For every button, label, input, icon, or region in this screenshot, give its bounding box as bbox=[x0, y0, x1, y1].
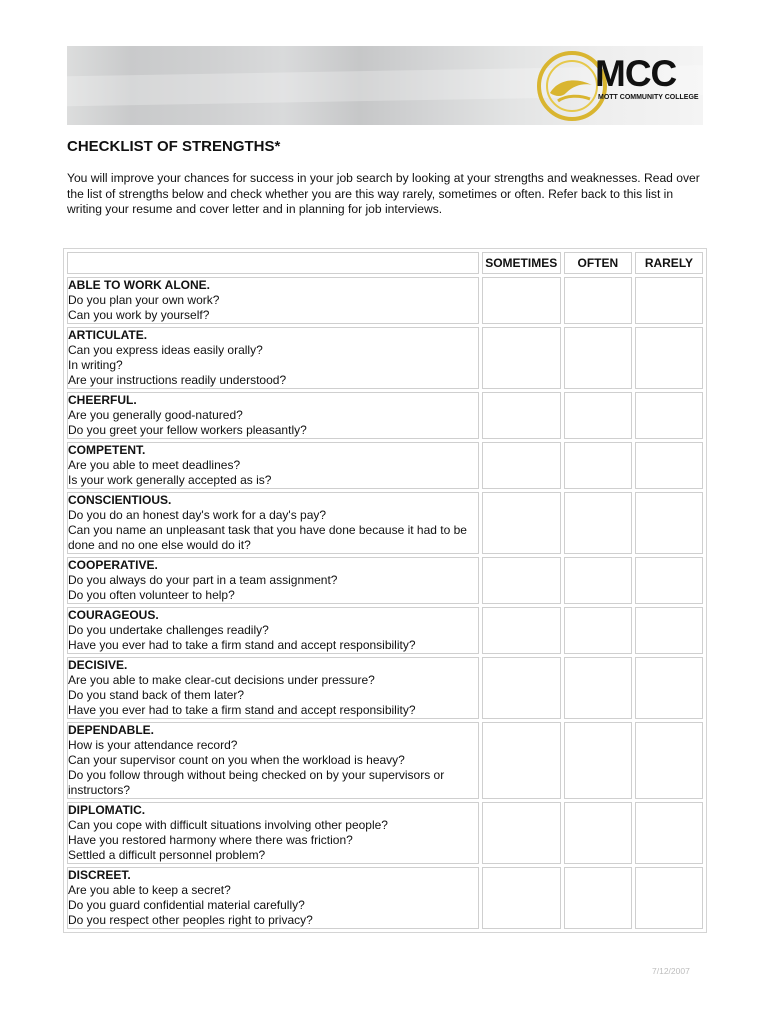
strength-name: COURAGEOUS. bbox=[68, 608, 159, 622]
strength-name: ABLE TO WORK ALONE. bbox=[68, 278, 210, 292]
strength-question: Do you often volunteer to help? bbox=[68, 588, 235, 602]
often-checkbox-cell[interactable] bbox=[564, 442, 632, 489]
strength-question: Can your supervisor count on you when the workload is heavy? bbox=[68, 753, 405, 767]
rarely-checkbox-cell[interactable] bbox=[635, 327, 703, 389]
table-row bbox=[67, 327, 703, 389]
rarely-checkbox-cell[interactable] bbox=[635, 557, 703, 604]
rarely-checkbox-cell[interactable] bbox=[635, 722, 703, 799]
strength-name: CONSCIENTIOUS. bbox=[68, 493, 172, 507]
strength-question: Settled a difficult personnel problem? bbox=[68, 848, 266, 862]
often-checkbox-cell[interactable] bbox=[564, 722, 632, 799]
strength-question: How is your attendance record? bbox=[68, 738, 238, 752]
strength-question: Are your instructions readily understood? bbox=[68, 373, 287, 387]
intro-paragraph: You will improve your chances for success in your job search by looking at your strengths and weaknesses. Read over the list of strengths below and check whether you are this way rarely, sometimes or often. Refer back to this list in writing your resume and cover letter and in planning for job interviews. bbox=[67, 171, 700, 216]
strength-cell bbox=[67, 277, 479, 324]
strength-question: Can you cope with difficult situations involving other people? bbox=[68, 818, 388, 832]
strength-cell bbox=[67, 327, 479, 389]
strength-question: Do you do an honest day's work for a day's pay? bbox=[68, 508, 327, 522]
strength-question: Can you express ideas easily orally? bbox=[68, 343, 263, 357]
strength-question: Can you name an unpleasant task that you have done because it had to be done and no one else would do it? bbox=[68, 523, 467, 552]
strength-question: Do you follow through without being checked on by your supervisors or instructors? bbox=[68, 768, 445, 797]
footer-date: 7/12/2007 bbox=[652, 966, 690, 976]
rarely-checkbox-cell[interactable] bbox=[635, 802, 703, 864]
strength-cell bbox=[67, 657, 479, 719]
strength-question: Can you work by yourself? bbox=[68, 308, 210, 322]
sometimes-checkbox-cell[interactable] bbox=[482, 442, 561, 489]
strength-cell bbox=[67, 607, 479, 654]
often-checkbox-cell[interactable] bbox=[564, 557, 632, 604]
strength-cell bbox=[67, 392, 479, 439]
strength-question: Do you guard confidential material carefully? bbox=[68, 898, 305, 912]
rarely-checkbox-cell[interactable] bbox=[635, 277, 703, 324]
strength-cell bbox=[67, 867, 479, 929]
rarely-checkbox-cell[interactable] bbox=[635, 442, 703, 489]
often-checkbox-cell[interactable] bbox=[564, 802, 632, 864]
sometimes-checkbox-cell[interactable] bbox=[482, 657, 561, 719]
header-sometimes: SOMETIMES bbox=[482, 252, 561, 274]
strength-question: Is your work generally accepted as is? bbox=[68, 473, 272, 487]
rarely-checkbox-cell[interactable] bbox=[635, 392, 703, 439]
table-row bbox=[67, 802, 703, 864]
strength-name: DISCREET. bbox=[68, 868, 131, 882]
table-row bbox=[67, 607, 703, 654]
table-row bbox=[67, 392, 703, 439]
rarely-checkbox-cell[interactable] bbox=[635, 657, 703, 719]
strength-question: Do you always do your part in a team assignment? bbox=[68, 573, 338, 587]
often-checkbox-cell[interactable] bbox=[564, 277, 632, 324]
strength-question: Are you able to keep a secret? bbox=[68, 883, 231, 897]
strength-cell bbox=[67, 557, 479, 604]
sometimes-checkbox-cell[interactable] bbox=[482, 722, 561, 799]
often-checkbox-cell[interactable] bbox=[564, 657, 632, 719]
strength-name: DEPENDABLE. bbox=[68, 723, 155, 737]
page-title: CHECKLIST OF STRENGTHS* bbox=[67, 138, 281, 155]
table-row bbox=[67, 277, 703, 324]
strength-question: Are you able to make clear-cut decisions under pressure? bbox=[68, 673, 375, 687]
header-banner bbox=[67, 46, 703, 125]
table-row bbox=[67, 867, 703, 929]
strength-question: Are you able to meet deadlines? bbox=[68, 458, 241, 472]
strength-name: COOPERATIVE. bbox=[68, 558, 158, 572]
strength-question: Do you greet your fellow workers pleasantly? bbox=[68, 423, 307, 437]
table-row bbox=[67, 492, 703, 554]
sometimes-checkbox-cell[interactable] bbox=[482, 392, 561, 439]
strength-cell bbox=[67, 442, 479, 489]
strength-name: ARTICULATE. bbox=[68, 328, 148, 342]
strengths-table bbox=[63, 248, 707, 933]
table-header-row bbox=[67, 252, 703, 274]
strength-question: In writing? bbox=[68, 358, 123, 372]
header-strength bbox=[67, 252, 479, 274]
strength-question: Do you respect other peoples right to privacy? bbox=[68, 913, 313, 927]
strength-name: DECISIVE. bbox=[68, 658, 128, 672]
often-checkbox-cell[interactable] bbox=[564, 607, 632, 654]
strength-question: Have you ever had to take a firm stand and accept responsibility? bbox=[68, 703, 416, 717]
sometimes-checkbox-cell[interactable] bbox=[482, 277, 561, 324]
strength-question: Do you undertake challenges readily? bbox=[68, 623, 269, 637]
strength-question: Do you plan your own work? bbox=[68, 293, 220, 307]
strength-cell bbox=[67, 492, 479, 554]
sometimes-checkbox-cell[interactable] bbox=[482, 327, 561, 389]
table-row bbox=[67, 722, 703, 799]
strength-name: DIPLOMATIC. bbox=[68, 803, 146, 817]
strength-name: COMPETENT. bbox=[68, 443, 146, 457]
often-checkbox-cell[interactable] bbox=[564, 392, 632, 439]
sometimes-checkbox-cell[interactable] bbox=[482, 802, 561, 864]
table-row bbox=[67, 657, 703, 719]
often-checkbox-cell[interactable] bbox=[564, 867, 632, 929]
logo-subtitle: MOTT COMMUNITY COLLEGE bbox=[598, 94, 699, 101]
header-often: OFTEN bbox=[564, 252, 632, 274]
sometimes-checkbox-cell[interactable] bbox=[482, 492, 561, 554]
table-row bbox=[67, 442, 703, 489]
logo-text: MCC bbox=[595, 53, 677, 94]
rarely-checkbox-cell[interactable] bbox=[635, 607, 703, 654]
rarely-checkbox-cell[interactable] bbox=[635, 492, 703, 554]
table-row bbox=[67, 557, 703, 604]
rarely-checkbox-cell[interactable] bbox=[635, 867, 703, 929]
strength-cell bbox=[67, 722, 479, 799]
strength-question: Are you generally good-natured? bbox=[68, 408, 243, 422]
often-checkbox-cell[interactable] bbox=[564, 327, 632, 389]
strength-name: CHEERFUL. bbox=[68, 393, 137, 407]
strength-cell bbox=[67, 802, 479, 864]
sometimes-checkbox-cell[interactable] bbox=[482, 867, 561, 929]
strength-question: Have you ever had to take a firm stand and accept responsibility? bbox=[68, 638, 416, 652]
sometimes-checkbox-cell[interactable] bbox=[482, 607, 561, 654]
strength-question: Have you restored harmony where there was friction? bbox=[68, 833, 353, 847]
strength-question: Do you stand back of them later? bbox=[68, 688, 245, 702]
often-checkbox-cell[interactable] bbox=[564, 492, 632, 554]
header-rarely: RARELY bbox=[635, 252, 703, 274]
sometimes-checkbox-cell[interactable] bbox=[482, 557, 561, 604]
